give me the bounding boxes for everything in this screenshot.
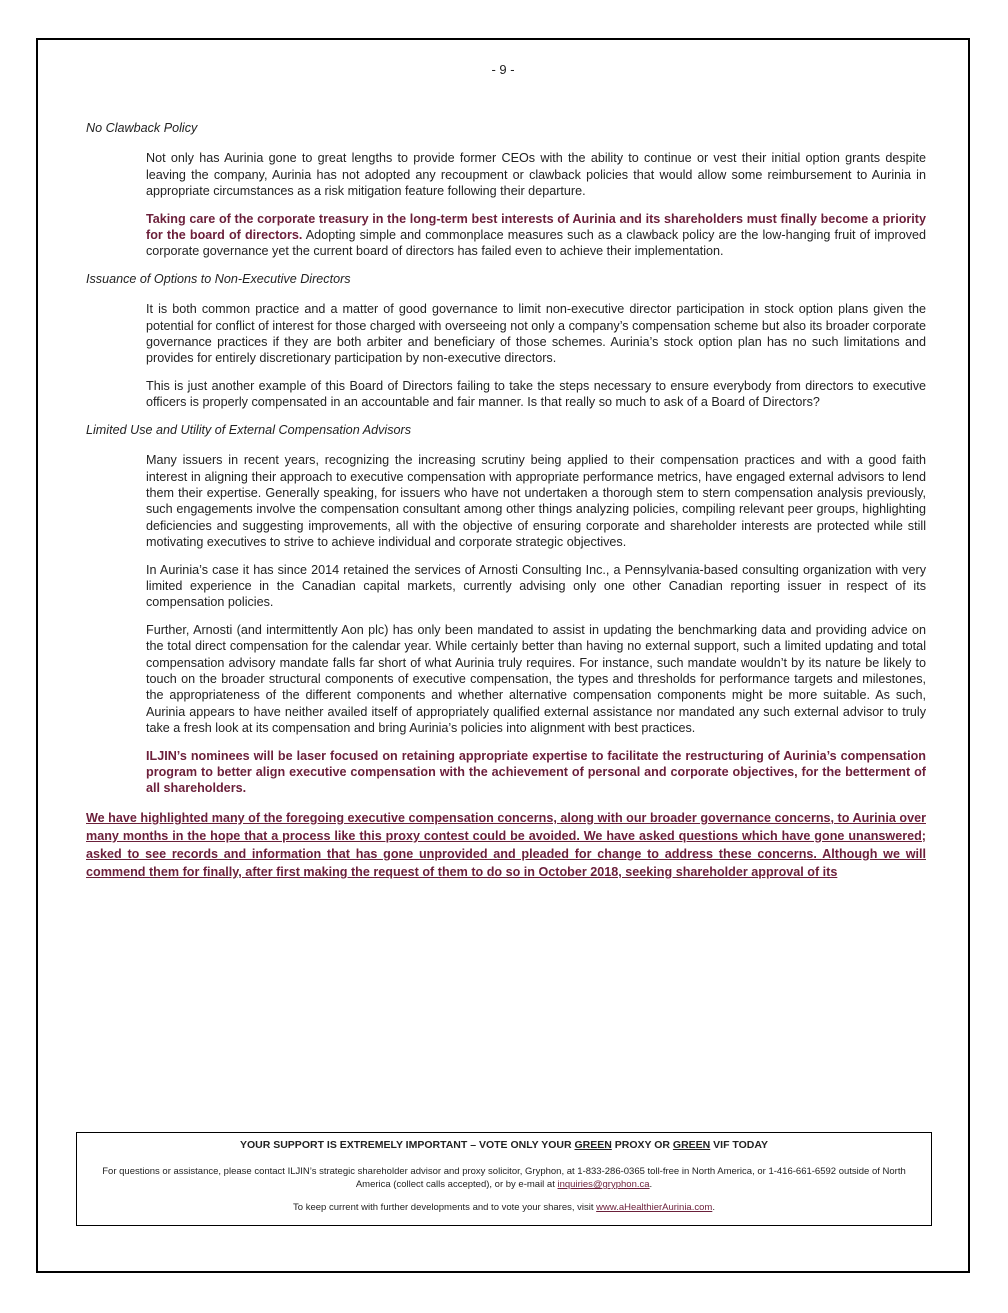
paragraph-text: Adopting simple and commonplace measures such as a clawback policy are the low-hanging fruit of improved corporate governance yet the current board of directors has failed even to achieve their implementation. bbox=[146, 228, 927, 259]
paragraph bbox=[146, 211, 926, 260]
contact-text: For questions or assistance, please contact ILJIN’s strategic shareholder advisor and proxy solicitor, Gryphon, at 1-833-286-0365 toll-free in North America, or 1-416-661-6592 outside of North America (collect calls accepted), or by e-mail at bbox=[102, 1166, 906, 1190]
green-vif-label: GREEN bbox=[672, 1139, 711, 1151]
vote-notice-title bbox=[77, 1139, 931, 1151]
paragraph: In Aurinia’s case it has since 2014 retained the services of Arnosti Consulting Inc., a Pennsylvania-based consulting organization with very limited experience in the Canadian capital markets, currently advising only one other Canadian reporting issuer in respect of its compensation policies. bbox=[146, 562, 926, 610]
proxy-notice-box bbox=[76, 1132, 932, 1226]
email-link[interactable]: inquiries@gryphon.ca bbox=[557, 1179, 650, 1190]
website-link[interactable]: www.aHealthierAurinia.com bbox=[596, 1202, 713, 1213]
paragraph: Many issuers in recent years, recognizing the increasing scrutiny being applied to their compensation practices and with a good faith interest in aligning their approach to executive compensation with appropriate performance metrics, have engaged external advisors to lend them their expertise. Generally speaking, for issuers who have not undertaken a thorough stem to stern compensation analysis previously, such engagements involve the compensation consultant among other things analyzing policies, compiling relevant peer groups, highlighting deficiencies and suggesting improvements, all with the objective of ensuring corporate and shareholder interests are protected while still motivating executives to strive to achieve individual and corporate strategic objectives. bbox=[146, 453, 926, 550]
paragraph: Further, Arnosti (and intermittently Aon plc) has only been mandated to assist in updating the benchmarking data and providing advice on the total direct compensation for the calendar year. While certainly better than having no external support, such a limited updating and total compensation advisory mandate falls far short of what Aurinia truly requires. For instance, such mandate wouldn’t by its nature be likely to touch on the broader structural components of executive compensation, the types and thresholds for performance targets and milestones, the appropriateness of the different components and whether alternative compensation components might be more suitable. As such, Aurinia appears to have neither availed itself of appropriately qualified external assistance nor mandated any such external advisor to truly take a fresh look at its compensation and bring Aurinia’s policies into alignment with best practices. bbox=[146, 622, 926, 736]
notice-text: YOUR SUPPORT IS EXTREMELY IMPORTANT – VOTE ONLY YOUR bbox=[239, 1139, 575, 1151]
document-page bbox=[36, 38, 970, 1273]
visit-info bbox=[77, 1202, 931, 1213]
paragraph: Not only has Aurinia gone to great lengths to provide former CEOs with the ability to continue or vest their initial option grants despite leaving the company, Aurinia has not adopted any recoupment or clawback policies that would allow some reimbursement to Aurinia in appropriate circumstances as a risk mitigation feature following their departure. bbox=[146, 151, 926, 199]
green-proxy-label: GREEN bbox=[574, 1139, 612, 1151]
page-number: - 9 - bbox=[491, 62, 515, 77]
notice-text: VIF TODAY bbox=[710, 1139, 769, 1151]
visit-text: To keep current with further developments and to vote your shares, visit bbox=[293, 1202, 597, 1213]
emphasis-paragraph: ILJIN’s nominees will be laser focused on retaining appropriate expertise to facilitate the restructuring of Aurinia’s compensation program to better align executive compensation with the achievement of personal and corporate objectives, for the betterment of all shareholders. bbox=[146, 748, 926, 796]
section-heading-advisors: Limited Use and Utility of External Compensation Advisors bbox=[86, 422, 412, 437]
contact-info bbox=[97, 1165, 911, 1191]
page-content bbox=[86, 120, 926, 881]
section-heading-clawback: No Clawback Policy bbox=[86, 121, 198, 135]
paragraph: It is both common practice and a matter of good governance to limit non-executive director participation in stock option plans given the potential for conflict of interest for those charged with overseeing not only a company’s compensation scheme but also its broader corporate governance practices if they are both arbiter and beneficiary of those schemes. Aurinia’s stock option plan has no such limitations and provides for entirely discretionary participation by non-executive directors. bbox=[146, 302, 926, 366]
contact-end: . bbox=[649, 1179, 653, 1190]
visit-end: . bbox=[712, 1202, 715, 1213]
notice-text: PROXY OR bbox=[611, 1139, 673, 1151]
closing-paragraph: We have highlighted many of the foregoing executive compensation concerns, along with our broader governance concerns, to Aurinia over many months in the hope that a process like this proxy contest could be avoided. We have asked questions which have gone unanswered; asked to see records and information that has gone unprovided and pleaded for change to address these concerns. Although we will commend them for finally, after first making the request of them to do so in October 2018, seeking shareholder approval of its bbox=[86, 810, 926, 879]
section-heading-options: Issuance of Options to Non-Executive Directors bbox=[86, 271, 351, 286]
paragraph: This is just another example of this Board of Directors failing to take the steps necessary to ensure everybody from directors to executive officers is properly compensated in an accountable and fair manner. Is that really so much to ask of a Board of Directors? bbox=[146, 378, 926, 410]
emphasis-text: Taking care of the corporate treasury in the long-term best interests of Aurinia and its shareholders must finally become a priority for the board of directors. bbox=[146, 211, 926, 243]
